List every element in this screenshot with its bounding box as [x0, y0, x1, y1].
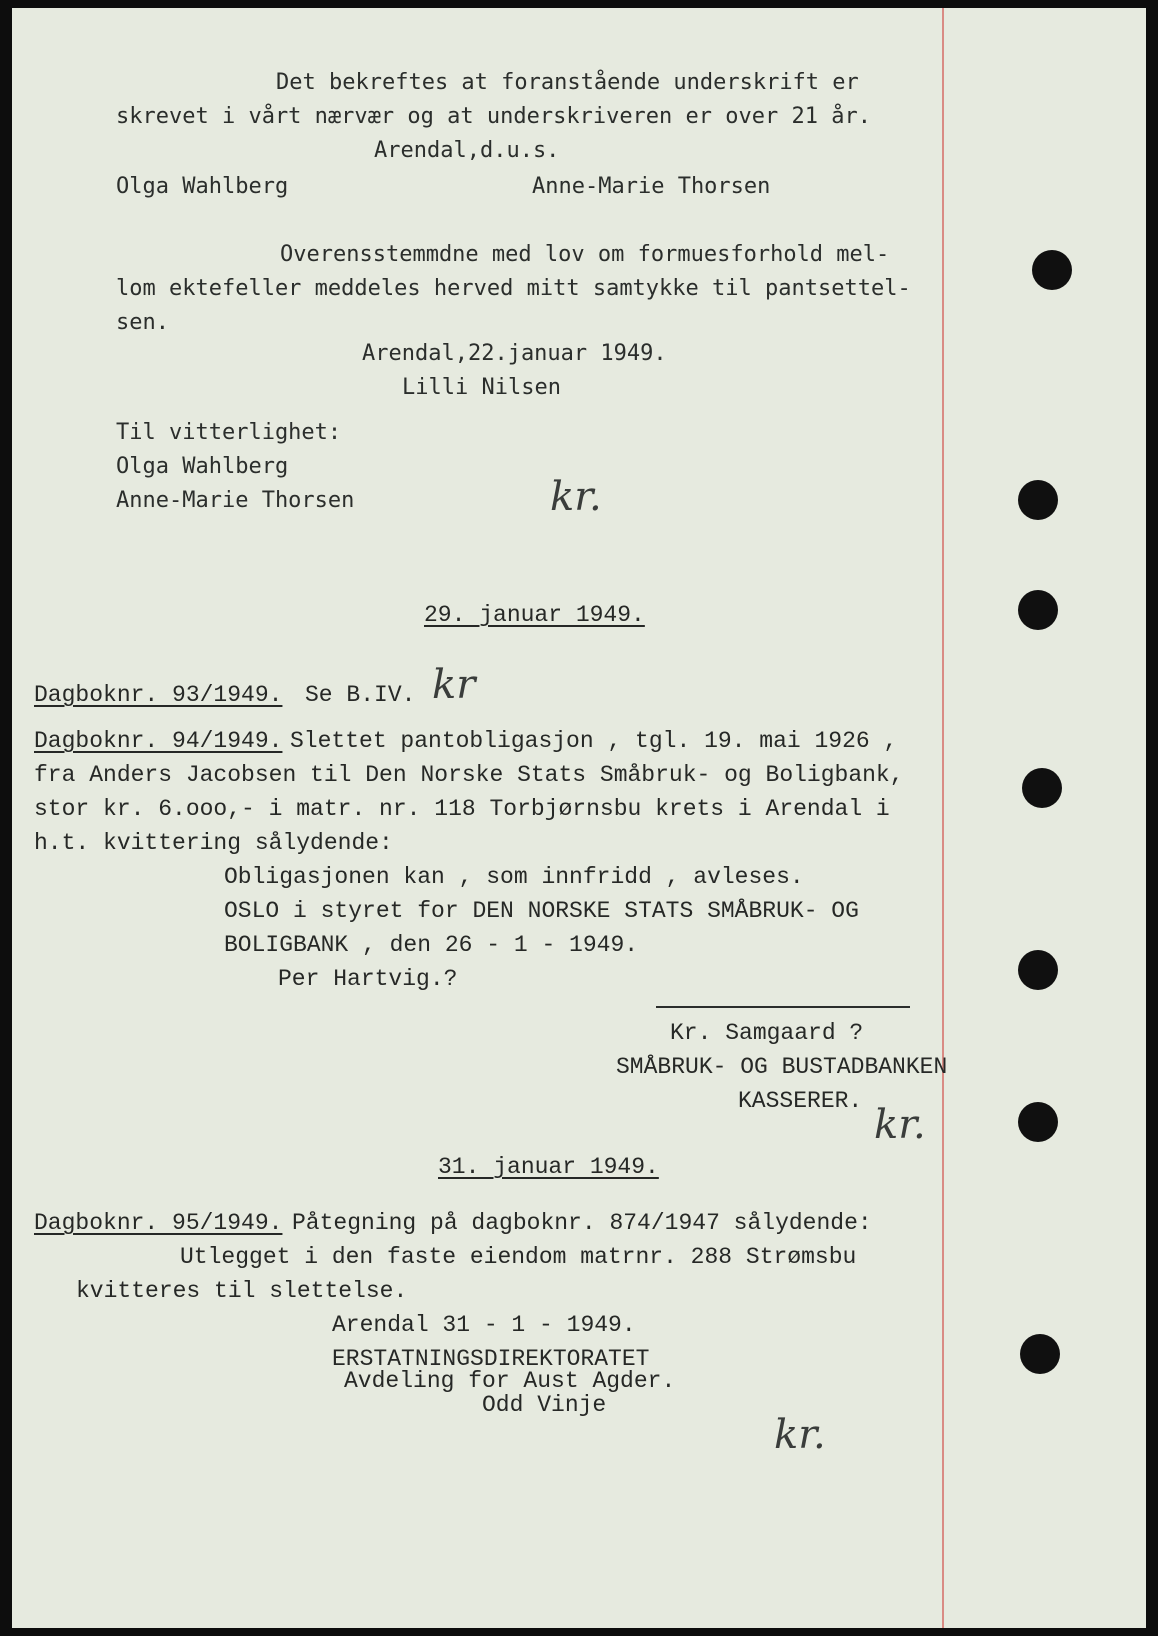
handwritten-initial: kr. [774, 1412, 826, 1458]
punch-hole [1018, 1102, 1058, 1142]
handwritten-initial: kr. [550, 474, 602, 520]
entry-ref-93: Dagboknr. 93/1949. [34, 682, 283, 708]
entry-ref-94: Dagboknr. 94/1949. [34, 728, 283, 754]
entry-94-quote-4: Per Hartvig.? [278, 966, 458, 992]
witness-heading: Til vitterlighet: [116, 420, 342, 445]
consent-line-1: Overensstemmdne med lov om formuesforhold mel- [280, 242, 890, 267]
entry-95-line-1: Påtegning på dagboknr. 874/1947 sålydende: [292, 1210, 872, 1236]
signature-name: Kr. Samgaard ? [670, 1020, 864, 1046]
entry-95-dept: Avdeling for Aust Agder. [344, 1368, 676, 1394]
entry-93-text: Se B.IV. [305, 682, 416, 708]
punch-hole [1032, 250, 1072, 290]
certification-line-1: Det bekreftes at foranstående underskrift er [276, 70, 859, 95]
punch-hole [1018, 950, 1058, 990]
entry-95-line-3: kvitteres til slettelse. [76, 1278, 408, 1304]
punch-hole [1018, 480, 1058, 520]
entry-95-signer: Odd Vinje [482, 1392, 607, 1418]
punch-hole [1018, 590, 1058, 630]
entry-94-quote-1: Obligasjonen kan , som innfridd , avleses. [224, 864, 804, 890]
entry-94-line-3: stor kr. 6.ooo,- i matr. nr. 118 Torbjørnsbu krets i Arendal i [34, 796, 890, 822]
witness-2: Anne-Marie Thorsen [116, 488, 355, 513]
witness-1: Olga Wahlberg [116, 454, 289, 479]
consent-line-3: sen. [116, 310, 169, 335]
entry-95-line-2: Utlegget i den faste eiendom matrnr. 288 Strømsbu [180, 1244, 857, 1270]
signature-rule [656, 1006, 910, 1008]
certification-line-2: skrevet i vårt nærvær og at underskriveren er over 21 år. [116, 104, 871, 129]
signature-title: KASSERER. [738, 1088, 863, 1114]
entry-94-line-1: Slettet pantobligasjon , tgl. 19. mai 1926 , [290, 728, 898, 754]
section-date: 31. januar 1949. [438, 1154, 659, 1180]
consent-signature: Lilli Nilsen [402, 375, 561, 400]
entry-94-quote-2: OSLO i styret for DEN NORSKE STATS SMÅBRUK- OG [224, 898, 859, 924]
entry-95-place-date: Arendal 31 - 1 - 1949. [332, 1312, 636, 1338]
document-page [12, 8, 1146, 1628]
entry-94-quote-3: BOLIGBANK , den 26 - 1 - 1949. [224, 932, 639, 958]
entry-94-line-4: h.t. kvittering sålydende: [34, 830, 393, 856]
punch-hole [1020, 1334, 1060, 1374]
entry-95-org: ERSTATNINGSDIREKTORATET [332, 1346, 650, 1372]
consent-line-2: lom ektefeller meddeles herved mitt samtykke til pantsettel- [116, 276, 911, 301]
punch-hole [1022, 768, 1062, 808]
entry-ref-95: Dagboknr. 95/1949. [34, 1210, 283, 1236]
section-date: 29. januar 1949. [424, 602, 645, 628]
entry-94-line-2: fra Anders Jacobsen til Den Norske Stats Småbruk- og Boligbank, [34, 762, 904, 788]
certification-witness-left: Olga Wahlberg [116, 174, 289, 199]
consent-place-date: Arendal,22.januar 1949. [362, 341, 667, 366]
handwritten-initial: kr. [874, 1102, 926, 1148]
certification-place-date: Arendal,d.u.s. [374, 138, 560, 163]
certification-witness-right: Anne-Marie Thorsen [532, 174, 771, 199]
signature-bank: SMÅBRUK- OG BUSTADBANKEN [616, 1054, 948, 1080]
margin-rule [942, 8, 944, 1628]
handwritten-initial: kr [432, 662, 476, 708]
